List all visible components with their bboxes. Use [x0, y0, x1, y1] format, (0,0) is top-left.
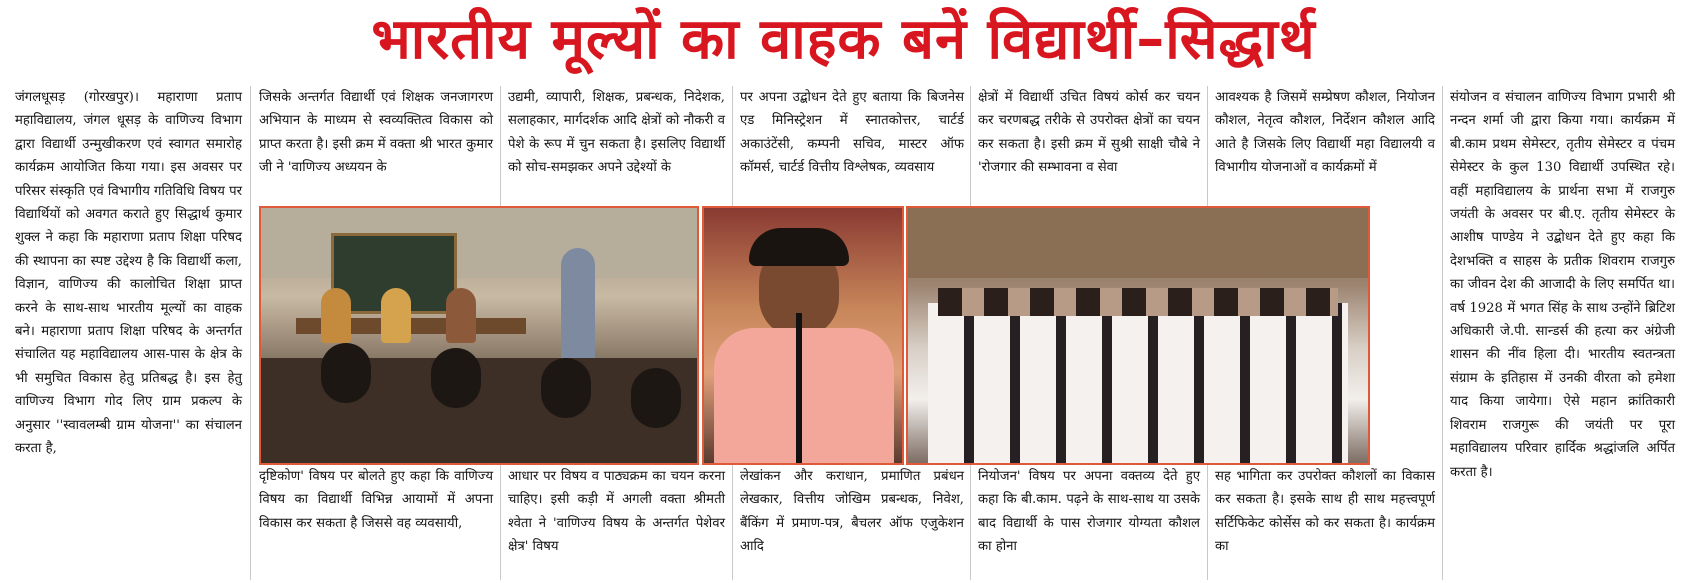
classroom-event-photo — [259, 206, 699, 465]
article-column-6-bottom — [1215, 465, 1435, 559]
article-paragraph: दृष्टिकोण' विषय पर बोलते हुए कहा कि वाणिज्य विषय का विद्यार्थी विभिन्न आयामों में अपना विकास कर सकता है जिससे वह व्यवसायी, — [259, 469, 493, 531]
wall-backdrop — [261, 208, 697, 278]
article-column-2-bottom — [259, 465, 493, 535]
article-paragraph: उद्यमी, व्यापारी, शिक्षक, प्रबन्धक, निदेशक, सलाहकार, मार्गदर्शक आदि क्षेत्रों को नौकरी व पेशे के रूप में चुन सकता है। इसलिए विद्यार्थी को सोच-समझकर अपने उद्देश्यों के — [508, 90, 725, 176]
headline: भारतीय मूल्यों का वाहक बनें विद्यार्थी–सिद्धार्थ — [371, 7, 1316, 72]
standing-speaker — [561, 248, 595, 368]
student-head — [321, 343, 371, 403]
column-rule — [250, 86, 251, 580]
seated-guest — [381, 288, 411, 343]
article-column-3-top — [508, 86, 725, 180]
article-paragraph: संयोजन व संचालन वाणिज्य विभाग प्रभारी श्री नन्दन शर्मा जी द्वारा किया गया। कार्यक्रम में बी.काम प्रथम सेमेस्टर, तृतीय सेमेस्टर व पंचम सेमेस्टर के कुल 130 विद्यार्थी उपस्थित रहे। वहीं महाविद्यालय के प्रार्थना सभा में राजगुरु जयंती के अवसर पर बी.ए. तृतीय सेमेस्टर के आशीष पाण्डेय ने उद्बोधन देते हुए कहा कि देशभक्ति व साहस के प्रतीक शिवराम राजगुरु का जीवन देश की आजादी के लिए समर्पित था। वर्ष 1928 में भगत सिंह के साथ उन्होंने ब्रिटिश अधिकारी जे.पी. सान्डर्स की हत्या कर अंग्रेजी शासन की नींव हिला दी। भारतीय स्वतन्त्रता संग्राम के इतिहास में उनकी वीरता को हमेशा याद किया जायेगा। ऐसे महान क्रांतिकारी शिवराम राजगुरू की जयंती पर पूरा महाविद्यालय परिवार हार्दिक श्रद्धांजलि अर्पित करता है। — [1450, 90, 1675, 480]
article-column-4-top — [740, 86, 964, 180]
article-paragraph: जिसके अन्तर्गत विद्यार्थी एवं शिक्षक जनजागरण अभियान के माध्यम से स्वव्यक्तित्व विकास को प्राप्त करता है। इसी क्रम में वक्ता श्री भारत कुमार जी ने 'वाणिज्य अध्ययन के — [259, 90, 493, 176]
student-head — [541, 358, 591, 418]
microphone-stand — [796, 313, 802, 463]
seated-guest — [446, 288, 476, 343]
speaker-photo — [702, 206, 904, 465]
article-column-4-bottom — [740, 465, 964, 559]
rows-of-heads — [938, 288, 1338, 316]
article-column-5-bottom — [978, 465, 1200, 559]
article-column-3-bottom — [508, 465, 725, 559]
speaker-shirt — [714, 328, 894, 463]
article-column-1 — [15, 86, 242, 461]
column-rule — [1442, 86, 1443, 580]
student-head — [431, 348, 481, 408]
audience-photo — [906, 206, 1370, 465]
article-paragraph: आवश्यक है जिसमें सम्प्रेषण कौशल, नियोजन कौशल, नेतृत्व कौशल, निर्देशन कौशल आदि आते है जिसके लिए विद्यार्थी महा विद्यालयी व विभागीय योजनाओं व कार्यक्रमों में — [1215, 90, 1435, 176]
article-paragraph: पर अपना उद्बोधन देते हुए बताया कि बिजनेस एड मिनिस्ट्रेशन में स्नातकोत्तर, चार्टर्ड अकाउंटेंसी, कम्पनी सचिव, मास्टर ऑफ कॉमर्स, चार्टर्ड वित्तीय विश्लेषक, व्यवसाय — [740, 90, 964, 176]
article-column-5-top — [978, 86, 1200, 180]
article-column-7 — [1450, 86, 1675, 484]
article-paragraph: आधार पर विषय व पाठ्यक्रम का चयन करना चाहिए। इसी कड़ी में अगली वक्ता श्रीमती श्वेता ने 'वाणिज्य विषय के अन्तर्गत पेशेवर क्षेत्र' विषय — [508, 469, 725, 555]
article-paragraph: सह भागिता कर उपरोक्त कौशलों का विकास कर सकता है। इसके साथ ही साथ महत्त्वपूर्ण सर्टिफिकेट कोर्सेस को कर सकता है। कार्यक्रम का — [1215, 469, 1435, 555]
students-in-uniform — [928, 303, 1348, 463]
article-paragraph: क्षेत्रों में विद्यार्थी उचित विषयं कोर्स कर चयन कर चरणबद्ध तरीके से उपरोक्त क्षेत्रों का चयन कर सकता है। इसी क्रम में सुश्री साक्षी चौबे ने 'रोजगार की सम्भावना व सेवा — [978, 90, 1200, 176]
hall-backdrop — [908, 208, 1368, 278]
article-column-2-top — [259, 86, 493, 180]
article-paragraph: जंगलधूसड़ (गोरखपुर)। महाराणा प्रताप महाविद्यालय, जंगल धूसड़ के वाणिज्य विभाग द्वारा विद्यार्थी उन्मुखीकरण एवं स्वागत समारोह कार्यक्रम आयोजित किया गया। इस अवसर पर परिसर संस्कृति एवं विभागीय गतिविधि विषय पर विद्यार्थियों को अवगत कराते हुए सिद्धार्थ कुमार शुक्ल ने कहा कि महाराणा प्रताप शिक्षा परिषद की स्थापना का स्पष्ट उद्देश्य है कि विद्यार्थी कला, विज्ञान, वाणिज्य की कालोचित शिक्षा प्राप्त करने के साथ-साथ भारतीय मूल्यों का वाहक बने। महाराणा प्रताप शिक्षा परिषद के अन्तर्गत संचालित यह महाविद्यालय आस-पास के क्षेत्र के भी समुचित विकास हेतु प्रतिबद्ध है। इस हेतु वाणिज्य विभाग गोद लिए ग्राम प्रकल्प के अनुसार ''स्वावलम्बी ग्राम योजना'' का संचालन करता है, — [15, 90, 242, 457]
article-paragraph: नियोजन' विषय पर अपना वक्तव्य देते हुए कहा कि बी.काम. पढ़ने के साथ-साथ या उसके बाद विद्यार्थी के पास रोजगार योग्यता कौशल का होना — [978, 469, 1200, 555]
speaker-hair — [749, 228, 849, 266]
seated-guest — [321, 288, 351, 343]
article-column-6-top — [1215, 86, 1435, 180]
article-paragraph: लेखांकन और कराधान, प्रमाणित प्रबंधन लेखकार, वित्तीय जोखिम प्रबन्धक, निवेश, बैंकिंग में प्रमाण-पत्र, बैचलर ऑफ एजुकेशन आदि — [740, 469, 964, 555]
student-head — [631, 368, 681, 428]
